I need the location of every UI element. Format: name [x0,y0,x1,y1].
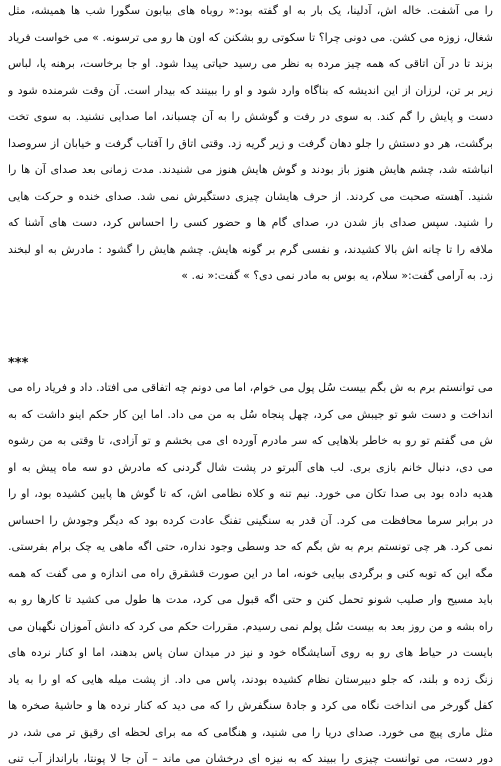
text-line: را می آشفت. خاله اش، آدلینا، یک بار به او گفته بود:« روباه های بیابون سگورا شب ها همیشه، مثل [8,4,493,17]
text-line: مثل ماری پیچ می خورد. صدای دریا را می شنید، و هنگامی که مه برای لحظه ای رقیق تر می شد، در [8,725,493,739]
text-line: مگه این که توبه کنی و برگردی بیایی خونه، اما در این صورت قشقرق راه می اندازه و می گفت که همه [8,566,493,580]
text-line: هدیه داده بود بی صدا تکان می خورد. نیم تنه و کلاه نظامی اش، که تا گوش ها پایین کشیده بود، او را [8,487,493,500]
text-line: بزند تا در آن اتاقی که همه چیز مرده به نظر می رسید حیاتی پیدا شود. او جا برخاست، برهنه پا، لباس [8,57,493,70]
text-line: را شنید. سپس صدای باز شدن در، صدای گام ها و حضور کسی را احساس کرد، دست های آشنا که [8,216,493,229]
text-line: شغال، زوزه می کشن. می دونی چرا؟ تا سکوتی رو بشکنن که اون ها رو می ترسونه. » می خواست فریاد [8,30,493,44]
text-line: نمی کرد. هر چی تونستم برم به ش بگم که حد وسطی وجود نداره، حتی اگه ماهی یه چک برام بفرستی. [8,540,493,553]
text-line: انداخت و دست شو تو جیبش می کرد، چهل پنجاه سُل به من می داد. اما این کار حکم اینو داشت که به [8,407,493,421]
text-line: کفل گورخر می انداخت نگاه می کرد و جادۀ سنگفرش را که می دید که کنار نرده ها و حاشیۀ صخره ها [8,699,493,712]
text-line: زد. به آرامی گفت:« سلام، یه بوس به مادر نمی دی؟ » گفت:« نه. » [181,269,493,282]
text-line: در برابر سرما محافظت می کرد. آن قدر به سنگینی تفنگ عادت کرده بود که دیگر وجودش را احساس [8,513,493,527]
text-line: برگشت، هر دو دستش را جلو دهان گرفت و زیر گریه زد. وقتی اتاق را آفتاب گرفت و خیابان از سروصدا [8,136,493,150]
text-line: می توانستم برم به ش بگم بیست سُل پول می خوام، اما می دونم چه اتفاقی می افتاد. داد و فریاد راه می [8,381,493,394]
text-line: انباشته شد، چشم هایش هنوز باز بودند و گوش هایش هنوز می شنیدند. مدت زمانی بعد صدای آن ها را [8,163,493,176]
text-line: شنید. آهسته صحبت می کردند. از حرف هایشان چیزی دستگیرش نمی شد. صدای خنده و حرکت هایی [8,189,493,203]
text-line: زیر بر تن، لرزان از این اندیشه که بناگاه وارد شود و او را ببینند که بیدار است. آن وقت شرمنده شود و [8,83,493,97]
text-line: می دی، دنبال خانم بازی بری. لب های آلبرتو در پشت شال گردنی که مادرش دو سه ماه پیش به او [8,460,493,474]
text-line: دست و پایش را گم کند. به سوی در رفت و گوشش را به آن چسباند، اما صدایی نشنید. به سوی تخت [8,110,493,123]
text-line: بایست در حیاط های رو به روی آسایشگاه خود و نیز در میدان سان پاس بدهند، اما او کنار نرده های [8,646,493,659]
text-line: باید مسیح وار صلیب شونو تحمل کنن و حتی اگه قبول می کرد، مدت ها طول می کشید تا کارها رو به [8,593,493,606]
text-line: زنگ زده و بلند، که جلو دبیرستان نظام کشیده بودند، پاس می داد. از پشت میله هایی که او را به یاد [8,672,493,686]
section-separator: *** [8,356,29,371]
text-line: ش می گفتم تو رو به خاطر بلاهایی که سر مادرم آورده ای می بخشم و تو آزادی، تا وقتی به من رشوه [8,434,493,447]
text-line: ملافه را تا چانه اش بالا کشیدند، و نفسی گرم بر گونه هایش. چشم هایش را گشود : مادرش به او لبخند [8,242,493,256]
text-line: دور دست، می توانست چیزی را ببیند که به نیزه ای درخشان می ماند – آن جا لا پونتا، بارانداز آب تنی [8,752,493,765]
text-line: راه بشه و من روز بعد به بیست سُل پولم نمی رسیدم. مقررات حکم می کرد که دانش آموزان نگهبان می [8,619,493,633]
